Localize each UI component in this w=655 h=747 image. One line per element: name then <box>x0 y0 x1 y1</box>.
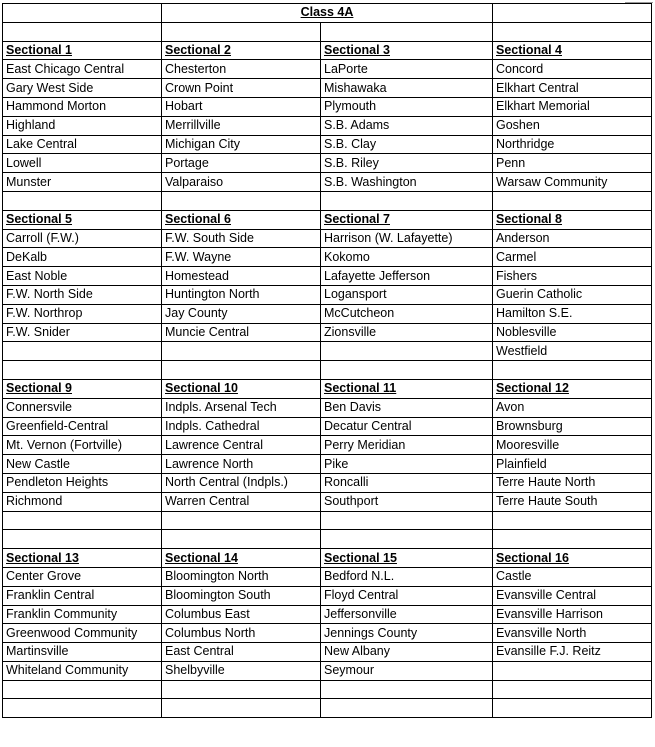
blank-row <box>3 22 652 41</box>
school-name: McCutcheon <box>321 304 493 323</box>
school-row <box>3 436 652 455</box>
sectional-heading: Sectional 11 <box>321 379 493 398</box>
empty-cell <box>493 22 652 41</box>
empty-cell <box>3 22 162 41</box>
school-name: Logansport <box>321 285 493 304</box>
title-row <box>3 4 652 23</box>
empty-cell <box>321 191 493 210</box>
school-name: Bloomington North <box>162 567 321 586</box>
school-name: Lawrence North <box>162 455 321 474</box>
school-name: Mt. Vernon (Fortville) <box>3 436 162 455</box>
empty-cell <box>162 699 321 718</box>
school-name: Evansville Harrison <box>493 605 652 624</box>
school-name: Valparaiso <box>162 173 321 192</box>
empty-cell <box>321 699 493 718</box>
school-name: Warsaw Community <box>493 173 652 192</box>
page-title: Class 4A <box>162 4 493 23</box>
school-name: Southport <box>321 492 493 511</box>
school-name: Ben Davis <box>321 398 493 417</box>
school-name: Columbus North <box>162 624 321 643</box>
empty-cell <box>493 699 652 718</box>
empty-cell <box>162 191 321 210</box>
school-name: F.W. South Side <box>162 229 321 248</box>
school-name: Castle <box>493 567 652 586</box>
school-row <box>3 417 652 436</box>
school-row <box>3 567 652 586</box>
school-row <box>3 605 652 624</box>
empty-cell <box>162 342 321 361</box>
school-row <box>3 455 652 474</box>
table-body <box>3 4 652 718</box>
blank-row <box>3 699 652 718</box>
school-name: Carmel <box>493 248 652 267</box>
school-name: Shelbyville <box>162 661 321 680</box>
school-name: Franklin Central <box>3 586 162 605</box>
school-name: Whiteland Community <box>3 661 162 680</box>
school-name: Jeffersonville <box>321 605 493 624</box>
school-name: Kokomo <box>321 248 493 267</box>
sectional-heading: Sectional 9 <box>3 379 162 398</box>
sectional-header-row <box>3 549 652 568</box>
school-name: Noblesville <box>493 323 652 342</box>
school-name: Plainfield <box>493 455 652 474</box>
school-name: Elkhart Memorial <box>493 97 652 116</box>
school-name: Indpls. Cathedral <box>162 417 321 436</box>
school-name: Brownsburg <box>493 417 652 436</box>
empty-cell <box>321 361 493 380</box>
school-name: Merrillville <box>162 116 321 135</box>
empty-cell <box>321 511 493 530</box>
school-row <box>3 342 652 361</box>
sectional-heading: Sectional 10 <box>162 379 321 398</box>
empty-cell <box>162 22 321 41</box>
school-row <box>3 285 652 304</box>
school-name: S.B. Washington <box>321 173 493 192</box>
school-name: F.W. North Side <box>3 285 162 304</box>
empty-cell <box>162 680 321 699</box>
sectional-heading: Sectional 4 <box>493 41 652 60</box>
school-name: Elkhart Central <box>493 79 652 98</box>
empty-cell <box>3 530 162 549</box>
school-name: North Central (Indpls.) <box>162 473 321 492</box>
school-name: Greenfield-Central <box>3 417 162 436</box>
school-row <box>3 79 652 98</box>
school-name: New Castle <box>3 455 162 474</box>
school-name: Crown Point <box>162 79 321 98</box>
sectional-header-row <box>3 41 652 60</box>
school-name: Floyd Central <box>321 586 493 605</box>
blank-row <box>3 361 652 380</box>
school-name: Connersvile <box>3 398 162 417</box>
sectional-heading: Sectional 7 <box>321 210 493 229</box>
school-name: Anderson <box>493 229 652 248</box>
school-name: Lowell <box>3 154 162 173</box>
sectional-heading: Sectional 14 <box>162 549 321 568</box>
sectional-heading: Sectional 6 <box>162 210 321 229</box>
sectional-heading: Sectional 15 <box>321 549 493 568</box>
school-name: Perry Meridian <box>321 436 493 455</box>
school-row <box>3 154 652 173</box>
school-name: F.W. Northrop <box>3 304 162 323</box>
empty-cell <box>493 680 652 699</box>
school-name: Gary West Side <box>3 79 162 98</box>
school-name: Seymour <box>321 661 493 680</box>
school-name: Columbus East <box>162 605 321 624</box>
school-row <box>3 661 652 680</box>
school-row <box>3 267 652 286</box>
sectional-heading: Sectional 2 <box>162 41 321 60</box>
empty-cell <box>321 680 493 699</box>
school-name: Richmond <box>3 492 162 511</box>
school-name: S.B. Adams <box>321 116 493 135</box>
empty-cell <box>493 191 652 210</box>
school-name: Concord <box>493 60 652 79</box>
school-name: Chesterton <box>162 60 321 79</box>
empty-cell <box>321 530 493 549</box>
school-row <box>3 116 652 135</box>
school-name: Mooresville <box>493 436 652 455</box>
school-name: S.B. Clay <box>321 135 493 154</box>
school-name: Fishers <box>493 267 652 286</box>
blank-row <box>3 191 652 210</box>
school-name: Hamilton S.E. <box>493 304 652 323</box>
school-name: Harrison (W. Lafayette) <box>321 229 493 248</box>
school-row <box>3 624 652 643</box>
school-name: Carroll (F.W.) <box>3 229 162 248</box>
school-name: Homestead <box>162 267 321 286</box>
school-name: Evansville North <box>493 624 652 643</box>
empty-cell <box>321 22 493 41</box>
school-name: Zionsville <box>321 323 493 342</box>
school-name: Westfield <box>493 342 652 361</box>
school-name: Bloomington South <box>162 586 321 605</box>
school-name: Lafayette Jefferson <box>321 267 493 286</box>
school-name: Martinsville <box>3 643 162 662</box>
school-name: Jennings County <box>321 624 493 643</box>
school-name: Roncalli <box>321 473 493 492</box>
school-row <box>3 173 652 192</box>
school-name: Plymouth <box>321 97 493 116</box>
empty-cell <box>3 511 162 530</box>
school-name: East Chicago Central <box>3 60 162 79</box>
school-name: Huntington North <box>162 285 321 304</box>
school-row <box>3 248 652 267</box>
school-row <box>3 511 652 530</box>
school-row <box>3 643 652 662</box>
school-name: F.W. Snider <box>3 323 162 342</box>
empty-cell <box>162 511 321 530</box>
school-name: LaPorte <box>321 60 493 79</box>
school-row <box>3 229 652 248</box>
empty-cell <box>3 191 162 210</box>
school-name: Goshen <box>493 116 652 135</box>
school-name: Guerin Catholic <box>493 285 652 304</box>
empty-cell <box>3 361 162 380</box>
sectional-heading: Sectional 3 <box>321 41 493 60</box>
school-name: Pendleton Heights <box>3 473 162 492</box>
school-name: Lake Central <box>3 135 162 154</box>
sectional-heading: Sectional 12 <box>493 379 652 398</box>
empty-cell <box>162 530 321 549</box>
school-name: Hobart <box>162 97 321 116</box>
school-name: Evansville Central <box>493 586 652 605</box>
empty-cell <box>493 361 652 380</box>
school-name: Michigan City <box>162 135 321 154</box>
school-name: Center Grove <box>3 567 162 586</box>
class-4a-table <box>2 3 652 718</box>
school-name: Warren Central <box>162 492 321 511</box>
school-name: Indpls. Arsenal Tech <box>162 398 321 417</box>
sectional-heading: Sectional 5 <box>3 210 162 229</box>
sectional-heading: Sectional 16 <box>493 549 652 568</box>
empty-cell <box>321 342 493 361</box>
school-name: Lawrence Central <box>162 436 321 455</box>
school-row <box>3 586 652 605</box>
school-name: Munster <box>3 173 162 192</box>
school-name: East Central <box>162 643 321 662</box>
school-name: East Noble <box>3 267 162 286</box>
empty-cell <box>3 4 162 23</box>
school-name: Pike <box>321 455 493 474</box>
school-name: DeKalb <box>3 248 162 267</box>
empty-cell <box>493 661 652 680</box>
empty-cell <box>3 680 162 699</box>
school-row <box>3 473 652 492</box>
empty-cell <box>493 530 652 549</box>
school-name: Northridge <box>493 135 652 154</box>
school-name: Jay County <box>162 304 321 323</box>
school-row <box>3 304 652 323</box>
school-row <box>3 398 652 417</box>
school-row <box>3 60 652 79</box>
school-row <box>3 492 652 511</box>
empty-cell <box>493 511 652 530</box>
school-name: Terre Haute South <box>493 492 652 511</box>
school-name: Decatur Central <box>321 417 493 436</box>
sectional-header-row <box>3 210 652 229</box>
blank-row <box>3 530 652 549</box>
school-name: F.W. Wayne <box>162 248 321 267</box>
empty-cell <box>3 699 162 718</box>
school-name: Highland <box>3 116 162 135</box>
school-name: Bedford N.L. <box>321 567 493 586</box>
school-row <box>3 323 652 342</box>
school-name: Franklin Community <box>3 605 162 624</box>
school-name: Hammond Morton <box>3 97 162 116</box>
school-name: Evansille F.J. Reitz <box>493 643 652 662</box>
school-name: Terre Haute North <box>493 473 652 492</box>
sectional-heading: Sectional 13 <box>3 549 162 568</box>
empty-cell <box>493 4 652 23</box>
empty-cell <box>3 342 162 361</box>
sectional-heading: Sectional 8 <box>493 210 652 229</box>
school-name: Penn <box>493 154 652 173</box>
empty-cell <box>162 361 321 380</box>
school-row <box>3 680 652 699</box>
school-name: Mishawaka <box>321 79 493 98</box>
school-row <box>3 97 652 116</box>
sectional-heading: Sectional 1 <box>3 41 162 60</box>
school-name: S.B. Riley <box>321 154 493 173</box>
school-name: Avon <box>493 398 652 417</box>
sectional-header-row <box>3 379 652 398</box>
school-row <box>3 135 652 154</box>
school-name: New Albany <box>321 643 493 662</box>
school-name: Greenwood Community <box>3 624 162 643</box>
school-name: Muncie Central <box>162 323 321 342</box>
school-name: Portage <box>162 154 321 173</box>
